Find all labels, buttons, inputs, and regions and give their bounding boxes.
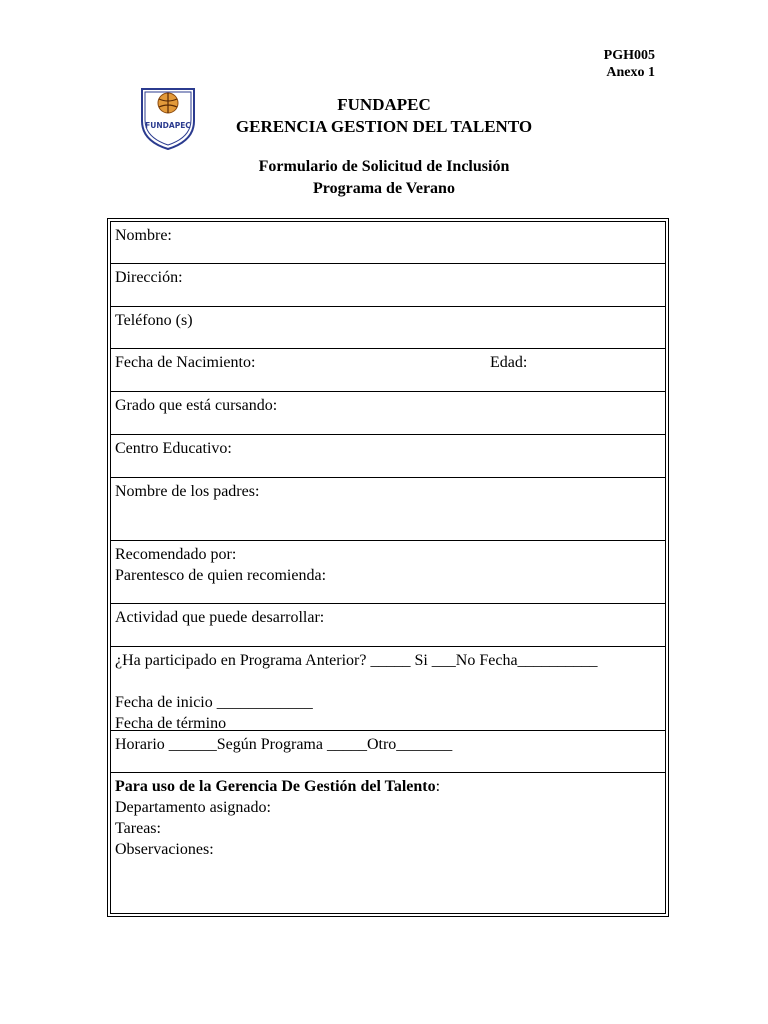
age-label: Edad:: [490, 354, 528, 371]
address-label: Dirección:: [115, 269, 183, 286]
birthdate-label: Fecha de Nacimiento:: [115, 354, 256, 371]
form-title: Formulario de Solicitud de Inclusión: [258, 158, 510, 175]
assigned-department-label: Departamento asignado:: [115, 799, 271, 816]
program-title: Programa de Verano: [313, 180, 455, 197]
relationship-label: Parentesco de quien recomienda:: [115, 567, 327, 584]
application-form: [107, 218, 669, 917]
tasks-label: Tareas:: [115, 820, 161, 837]
previous-program-label: ¿Ha participado en Programa Anterior? _____ Si ___No Fecha__________: [115, 652, 598, 669]
org-title: FUNDAPEC: [337, 95, 431, 114]
document-code-block: [604, 47, 655, 81]
previous-program-field[interactable]: [111, 647, 665, 731]
activity-field[interactable]: [111, 604, 665, 647]
schedule-field[interactable]: [111, 731, 665, 773]
document-annex: Anexo 1: [606, 65, 655, 80]
name-field[interactable]: [111, 222, 665, 264]
office-use-heading: [115, 776, 665, 797]
phone-label: Teléfono (s): [115, 312, 193, 329]
office-use-title: Para uso de la Gerencia De Gestión del Talento: [115, 778, 436, 795]
form-table: [110, 221, 666, 914]
logo-text: FUNDAPEC: [145, 121, 191, 130]
parents-field[interactable]: [111, 478, 665, 541]
observations-label: Observaciones:: [115, 841, 214, 858]
phone-field[interactable]: [111, 307, 665, 349]
recommendation-field[interactable]: [111, 541, 665, 604]
parents-label: Nombre de los padres:: [115, 483, 260, 500]
end-date-label: Fecha de término: [115, 715, 227, 732]
recommended-by-label: Recomendado por:: [115, 546, 237, 563]
department-title: GERENCIA GESTION DEL TALENTO: [235, 117, 533, 136]
school-field[interactable]: [111, 435, 665, 478]
address-field[interactable]: [111, 264, 665, 307]
start-date-label: Fecha de inicio ____________: [115, 694, 313, 711]
document-code: PGH005: [603, 48, 655, 63]
grade-label: Grado que está cursando:: [115, 397, 278, 414]
office-use-colon: :: [435, 778, 441, 795]
school-label: Centro Educativo:: [115, 440, 232, 457]
schedule-label: Horario ______Según Programa _____Otro_______: [115, 736, 453, 753]
activity-label: Actividad que puede desarrollar:: [115, 609, 325, 626]
name-label: Nombre:: [115, 227, 172, 244]
birthdate-age-field[interactable]: [111, 349, 665, 392]
office-use-field[interactable]: [111, 773, 665, 917]
grade-field[interactable]: [111, 392, 665, 435]
